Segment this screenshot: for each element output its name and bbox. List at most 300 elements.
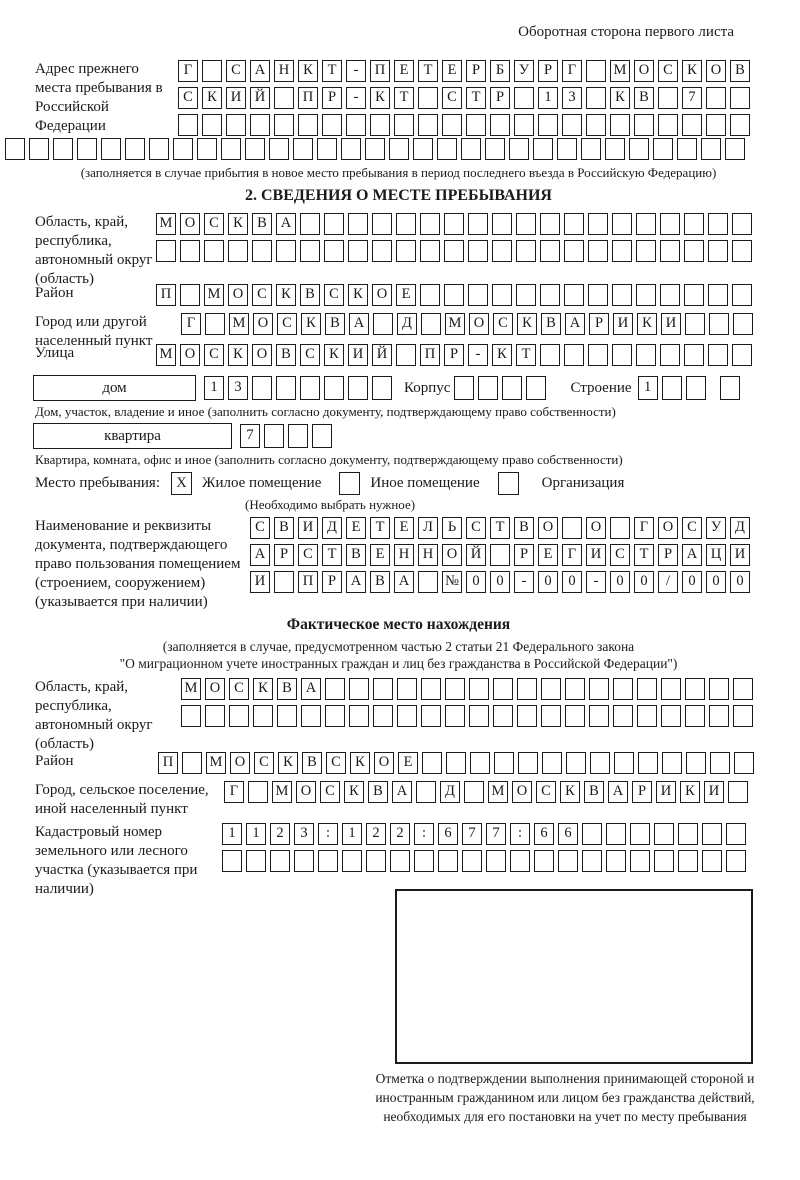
char-cell[interactable] [445,678,465,700]
char-cell[interactable]: К [228,213,248,235]
char-cell[interactable] [389,138,409,160]
char-cell[interactable] [562,114,582,136]
char-cell[interactable]: Ц [706,544,726,566]
char-cell[interactable] [300,213,320,235]
char-cell[interactable] [205,705,225,727]
char-cell[interactable]: М [488,781,508,803]
char-cell[interactable]: П [370,60,390,82]
char-cell[interactable]: Т [634,544,654,566]
char-cell[interactable]: Г [224,781,244,803]
char-cell[interactable]: 6 [438,823,458,845]
char-cell[interactable] [540,284,560,306]
char-cell[interactable]: В [300,284,320,306]
char-cell[interactable]: С [610,544,630,566]
char-cell[interactable]: К [344,781,364,803]
char-cell[interactable] [202,114,222,136]
char-cell[interactable] [421,678,441,700]
char-cell[interactable]: А [346,571,366,593]
char-cell[interactable]: У [514,60,534,82]
char-cell[interactable]: О [512,781,532,803]
char-cell[interactable] [178,114,198,136]
char-cell[interactable]: Р [538,60,558,82]
char-cell[interactable]: К [560,781,580,803]
char-cell[interactable] [221,138,241,160]
char-cell[interactable]: Р [466,60,486,82]
char-cell[interactable]: В [346,544,366,566]
char-cell[interactable] [197,138,217,160]
char-cell[interactable] [253,705,273,727]
char-cell[interactable]: 7 [682,87,702,109]
char-cell[interactable] [581,138,601,160]
char-cell[interactable] [558,850,578,872]
char-cell[interactable] [654,823,674,845]
char-cell[interactable]: - [346,60,366,82]
char-cell[interactable]: 0 [682,571,702,593]
char-cell[interactable] [298,114,318,136]
char-cell[interactable] [349,705,369,727]
char-cell[interactable] [564,240,584,262]
char-cell[interactable]: Р [658,544,678,566]
char-cell[interactable] [637,678,657,700]
char-cell[interactable] [541,678,561,700]
char-cell[interactable] [678,850,698,872]
char-cell[interactable] [300,376,320,400]
char-cell[interactable] [629,138,649,160]
char-cell[interactable]: О [442,544,462,566]
char-cell[interactable]: Г [178,60,198,82]
char-cell[interactable]: С [658,60,678,82]
char-cell[interactable]: С [326,752,346,774]
char-cell[interactable] [396,213,416,235]
char-cell[interactable]: С [466,517,486,539]
char-cell[interactable]: Е [396,284,416,306]
char-cell[interactable] [346,114,366,136]
char-cell[interactable] [564,284,584,306]
char-cell[interactable] [349,678,369,700]
char-cell[interactable] [733,313,753,335]
char-cell[interactable]: О [205,678,225,700]
char-cell[interactable]: Т [466,87,486,109]
char-cell[interactable]: А [250,544,270,566]
char-cell[interactable] [636,213,656,235]
char-cell[interactable]: - [586,571,606,593]
char-cell[interactable]: П [298,87,318,109]
char-cell[interactable]: Й [466,544,486,566]
char-cell[interactable] [182,752,202,774]
char-cell[interactable] [101,138,121,160]
char-cell[interactable]: Р [589,313,609,335]
char-cell[interactable]: И [348,344,368,366]
char-cell[interactable] [502,376,522,400]
char-cell[interactable] [245,138,265,160]
char-cell[interactable] [514,87,534,109]
char-cell[interactable] [709,313,729,335]
char-cell[interactable] [638,752,658,774]
char-cell[interactable] [661,705,681,727]
char-cell[interactable] [612,213,632,235]
char-cell[interactable]: М [445,313,465,335]
char-cell[interactable]: Н [394,544,414,566]
char-cell[interactable] [490,114,510,136]
char-cell[interactable] [325,705,345,727]
char-cell[interactable]: С [442,87,462,109]
char-cell[interactable]: Р [490,87,510,109]
char-cell[interactable] [413,138,433,160]
char-cell[interactable] [526,376,546,400]
char-cell[interactable] [728,781,748,803]
char-cell[interactable] [634,114,654,136]
char-cell[interactable]: И [586,544,606,566]
char-cell[interactable] [301,705,321,727]
char-cell[interactable]: - [468,344,488,366]
char-cell[interactable] [490,544,510,566]
char-cell[interactable]: : [510,823,530,845]
char-cell[interactable] [470,752,490,774]
char-cell[interactable]: В [277,678,297,700]
char-cell[interactable]: О [706,60,726,82]
char-cell[interactable]: - [514,571,534,593]
char-cell[interactable] [708,240,728,262]
char-cell[interactable] [516,240,536,262]
char-cell[interactable]: Р [322,571,342,593]
char-cell[interactable]: О [586,517,606,539]
char-cell[interactable]: Г [562,60,582,82]
char-cell[interactable]: В [370,571,390,593]
char-cell[interactable]: М [610,60,630,82]
char-cell[interactable]: К [202,87,222,109]
char-cell[interactable] [228,240,248,262]
char-cell[interactable]: С [204,213,224,235]
char-cell[interactable] [269,138,289,160]
char-cell[interactable]: : [414,823,434,845]
char-cell[interactable] [418,87,438,109]
char-cell[interactable] [274,114,294,136]
char-cell[interactable] [485,138,505,160]
char-cell[interactable]: 3 [562,87,582,109]
char-cell[interactable] [732,284,752,306]
char-cell[interactable] [588,213,608,235]
char-cell[interactable] [733,705,753,727]
char-cell[interactable]: 0 [562,571,582,593]
char-cell[interactable]: О [230,752,250,774]
char-cell[interactable] [276,376,296,400]
char-cell[interactable] [493,678,513,700]
char-cell[interactable] [421,705,441,727]
char-cell[interactable] [653,138,673,160]
char-cell[interactable]: 0 [538,571,558,593]
char-cell[interactable] [726,850,746,872]
char-cell[interactable] [706,87,726,109]
char-cell[interactable] [565,678,585,700]
char-cell[interactable]: А [301,678,321,700]
char-cell[interactable] [662,376,682,400]
char-cell[interactable] [202,60,222,82]
char-cell[interactable] [252,376,272,400]
char-cell[interactable]: О [228,284,248,306]
char-cell[interactable]: 7 [462,823,482,845]
char-cell[interactable]: Е [346,517,366,539]
char-cell[interactable] [444,284,464,306]
char-cell[interactable] [246,850,266,872]
char-cell[interactable]: О [658,517,678,539]
char-cell[interactable]: У [706,517,726,539]
char-cell[interactable] [486,850,506,872]
char-cell[interactable] [421,313,441,335]
char-cell[interactable]: Н [418,544,438,566]
char-cell[interactable] [156,240,176,262]
char-cell[interactable] [685,705,705,727]
char-cell[interactable] [517,678,537,700]
char-cell[interactable] [588,240,608,262]
char-cell[interactable] [702,823,722,845]
char-cell[interactable]: П [156,284,176,306]
char-cell[interactable] [685,313,705,335]
char-cell[interactable] [678,823,698,845]
char-cell[interactable] [373,678,393,700]
char-cell[interactable] [277,705,297,727]
char-cell[interactable] [348,240,368,262]
char-cell[interactable] [516,284,536,306]
char-cell[interactable]: В [274,517,294,539]
char-cell[interactable] [517,705,537,727]
char-cell[interactable]: Д [322,517,342,539]
char-cell[interactable]: Н [274,60,294,82]
char-cell[interactable] [654,850,674,872]
char-cell[interactable] [312,424,332,448]
char-cell[interactable]: 2 [366,823,386,845]
char-cell[interactable] [557,138,577,160]
char-cell[interactable]: Е [394,517,414,539]
char-cell[interactable] [493,705,513,727]
char-cell[interactable]: С [536,781,556,803]
char-cell[interactable]: Е [370,544,390,566]
char-cell[interactable] [29,138,49,160]
char-cell[interactable] [708,284,728,306]
char-cell[interactable]: И [661,313,681,335]
char-cell[interactable]: - [346,87,366,109]
char-cell[interactable] [468,284,488,306]
char-cell[interactable] [464,781,484,803]
char-cell[interactable]: В [584,781,604,803]
char-cell[interactable] [322,114,342,136]
char-cell[interactable] [660,284,680,306]
char-cell[interactable]: / [658,571,678,593]
char-cell[interactable] [534,850,554,872]
char-cell[interactable] [180,284,200,306]
char-cell[interactable]: В [514,517,534,539]
char-cell[interactable]: Е [538,544,558,566]
char-cell[interactable]: С [252,284,272,306]
char-cell[interactable]: : [318,823,338,845]
char-cell[interactable] [685,678,705,700]
char-cell[interactable]: И [656,781,676,803]
char-cell[interactable]: 2 [270,823,290,845]
char-cell[interactable]: К [682,60,702,82]
char-cell[interactable]: О [372,284,392,306]
char-cell[interactable] [492,213,512,235]
char-cell[interactable]: А [394,571,414,593]
char-cell[interactable] [606,823,626,845]
char-cell[interactable] [516,213,536,235]
char-cell[interactable]: С [324,284,344,306]
char-cell[interactable]: Ь [442,517,462,539]
char-cell[interactable] [372,213,392,235]
char-cell[interactable]: А [349,313,369,335]
char-cell[interactable] [205,313,225,335]
char-cell[interactable] [636,344,656,366]
char-cell[interactable] [396,240,416,262]
char-cell[interactable]: Г [634,517,654,539]
char-cell[interactable]: В [730,60,750,82]
char-cell[interactable]: К [370,87,390,109]
char-cell[interactable] [420,213,440,235]
char-cell[interactable] [173,138,193,160]
char-cell[interactable] [636,240,656,262]
char-cell[interactable]: К [517,313,537,335]
char-cell[interactable]: Д [397,313,417,335]
char-cell[interactable]: М [204,284,224,306]
char-cell[interactable] [294,850,314,872]
char-cell[interactable]: 6 [534,823,554,845]
char-cell[interactable] [318,850,338,872]
char-cell[interactable] [709,678,729,700]
char-cell[interactable] [732,344,752,366]
char-cell[interactable]: В [368,781,388,803]
char-cell[interactable] [276,240,296,262]
char-cell[interactable]: К [298,60,318,82]
char-cell[interactable] [444,213,464,235]
char-cell[interactable]: Р [514,544,534,566]
char-cell[interactable] [252,240,272,262]
char-cell[interactable]: О [634,60,654,82]
char-cell[interactable]: В [325,313,345,335]
char-cell[interactable] [250,114,270,136]
char-cell[interactable] [397,705,417,727]
char-cell[interactable]: К [276,284,296,306]
char-cell[interactable] [562,517,582,539]
char-cell[interactable]: В [276,344,296,366]
char-cell[interactable]: Т [490,517,510,539]
char-cell[interactable] [372,376,392,400]
char-cell[interactable] [341,138,361,160]
char-cell[interactable] [420,284,440,306]
char-cell[interactable]: К [228,344,248,366]
char-cell[interactable]: А [392,781,412,803]
char-cell[interactable] [630,823,650,845]
char-cell[interactable] [204,240,224,262]
char-cell[interactable] [270,850,290,872]
char-cell[interactable] [730,114,750,136]
char-cell[interactable] [582,850,602,872]
char-cell[interactable]: 2 [390,823,410,845]
char-cell[interactable] [438,850,458,872]
char-cell[interactable]: М [156,213,176,235]
char-cell[interactable]: О [252,344,272,366]
char-cell[interactable]: О [180,344,200,366]
char-cell[interactable]: 7 [486,823,506,845]
char-cell[interactable]: 1 [538,87,558,109]
char-cell[interactable] [710,752,730,774]
char-cell[interactable] [461,138,481,160]
char-cell[interactable]: С [254,752,274,774]
char-cell[interactable]: Й [372,344,392,366]
char-cell[interactable]: Л [418,517,438,539]
char-cell[interactable] [586,114,606,136]
char-cell[interactable]: М [206,752,226,774]
char-cell[interactable]: М [229,313,249,335]
char-cell[interactable]: М [272,781,292,803]
char-cell[interactable]: А [682,544,702,566]
char-cell[interactable]: Р [274,544,294,566]
char-cell[interactable] [445,705,465,727]
char-cell[interactable]: Б [490,60,510,82]
char-cell[interactable] [468,240,488,262]
char-cell[interactable] [416,781,436,803]
char-cell[interactable]: 0 [490,571,510,593]
char-cell[interactable]: К [253,678,273,700]
char-cell[interactable]: И [250,571,270,593]
char-cell[interactable]: Г [181,313,201,335]
char-cell[interactable] [733,678,753,700]
char-cell[interactable]: 1 [204,376,224,400]
char-cell[interactable] [684,284,704,306]
char-cell[interactable] [589,705,609,727]
char-cell[interactable] [125,138,145,160]
char-cell[interactable]: Т [394,87,414,109]
char-cell[interactable] [468,213,488,235]
char-cell[interactable] [637,705,657,727]
char-cell[interactable] [582,823,602,845]
char-cell[interactable] [610,114,630,136]
char-cell[interactable] [588,344,608,366]
char-cell[interactable]: И [226,87,246,109]
char-cell[interactable] [248,781,268,803]
char-cell[interactable]: А [565,313,585,335]
char-cell[interactable] [612,240,632,262]
char-cell[interactable]: 6 [558,823,578,845]
char-cell[interactable]: П [298,571,318,593]
char-cell[interactable] [564,344,584,366]
char-cell[interactable]: А [608,781,628,803]
char-cell[interactable] [454,376,474,400]
char-cell[interactable]: 0 [730,571,750,593]
char-cell[interactable] [390,850,410,872]
char-cell[interactable]: А [250,60,270,82]
char-cell[interactable] [542,752,562,774]
char-cell[interactable] [586,60,606,82]
char-cell[interactable]: С [250,517,270,539]
char-cell[interactable]: Т [322,544,342,566]
char-cell[interactable] [720,376,740,400]
char-cell[interactable]: С [320,781,340,803]
char-cell[interactable] [466,114,486,136]
char-cell[interactable] [462,850,482,872]
char-cell[interactable]: 1 [246,823,266,845]
char-cell[interactable]: 0 [706,571,726,593]
char-cell[interactable] [538,114,558,136]
char-cell[interactable] [588,284,608,306]
char-cell[interactable]: Е [398,752,418,774]
char-cell[interactable] [149,138,169,160]
char-cell[interactable] [660,240,680,262]
char-cell[interactable]: С [493,313,513,335]
char-cell[interactable] [418,571,438,593]
char-cell[interactable] [494,752,514,774]
char-cell[interactable] [510,850,530,872]
char-cell[interactable] [442,114,462,136]
char-cell[interactable] [658,114,678,136]
char-cell[interactable]: Д [730,517,750,539]
